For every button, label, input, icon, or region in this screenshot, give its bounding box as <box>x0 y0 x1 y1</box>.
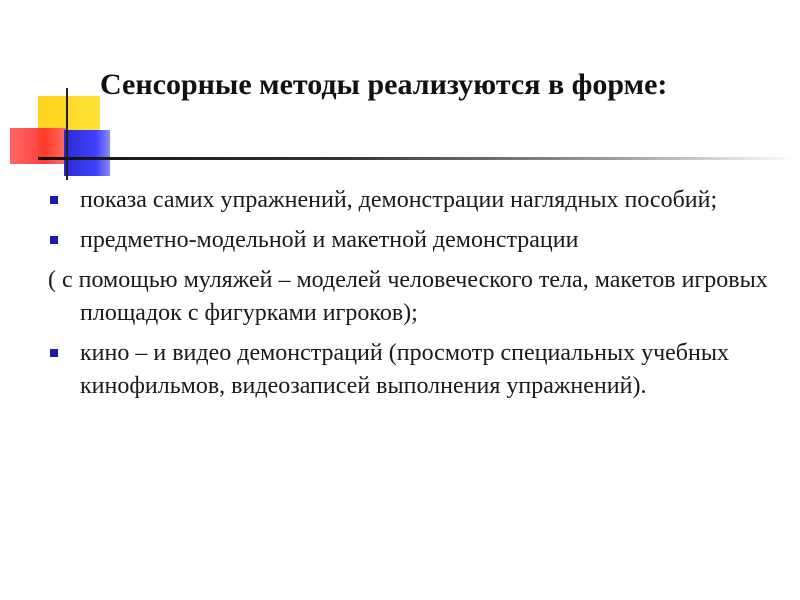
list-item-text: предметно-модельной и макетной демонстрации <box>80 227 579 253</box>
list-item <box>48 224 778 257</box>
list-item <box>48 337 778 403</box>
list-item-text: кино – и видео демонстраций (просмотр специальных учебных кинофильмов, видеозаписей выполнения упражнений). <box>80 340 729 399</box>
slide-content <box>48 184 778 410</box>
square-bullet-icon <box>50 236 58 244</box>
vertical-line-decoration <box>66 88 68 180</box>
list-item-text: ( с помощью муляжей – моделей человеческого тела, макетов игровых площадок с фигурками игроков); <box>48 267 768 326</box>
slide-title: Сенсорные методы реализуются в форме: <box>100 68 668 101</box>
list-item-text: показа самих упражнений, демонстрации наглядных пособий; <box>80 187 718 213</box>
list-item <box>48 184 778 217</box>
blue-square-decoration <box>64 130 110 176</box>
square-bullet-icon <box>50 349 58 357</box>
title-underline <box>38 157 798 160</box>
square-bullet-icon <box>50 196 58 204</box>
list-item <box>48 264 778 330</box>
